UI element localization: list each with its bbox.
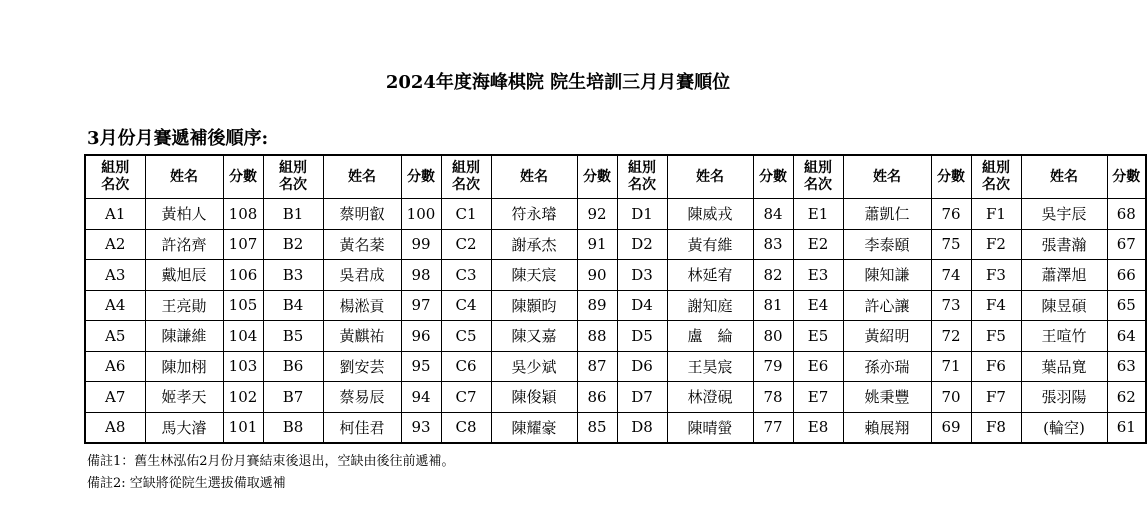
cell-name: 王喧竹: [1021, 321, 1107, 352]
cell-rank: E5: [793, 321, 843, 352]
header-group-label: 組別: [982, 160, 1010, 176]
cell-name: 蔡明叡: [323, 199, 401, 230]
cell-score: 94: [401, 382, 441, 413]
cell-name: 黃有維: [667, 229, 753, 260]
cell-rank: D3: [617, 260, 667, 291]
cell-name: 蔡易辰: [323, 382, 401, 413]
cell-rank: A5: [85, 321, 145, 352]
cell-score: 79: [753, 351, 793, 382]
cell-score: 90: [577, 260, 617, 291]
table-row: [85, 382, 1146, 413]
cell-name: 孫亦瑞: [843, 351, 931, 382]
cell-name: 符永璿: [491, 199, 577, 230]
cell-rank: F7: [971, 382, 1021, 413]
cell-name: 陳顥昀: [491, 290, 577, 321]
cell-rank: A2: [85, 229, 145, 260]
table-row: [85, 260, 1146, 291]
cell-name: 蕭凱仁: [843, 199, 931, 230]
cell-score: 76: [931, 199, 971, 230]
header-name: 姓名: [323, 155, 401, 199]
cell-score: 102: [223, 382, 263, 413]
header-score: 分數: [401, 155, 441, 199]
cell-name: 陳天宸: [491, 260, 577, 291]
header-score: 分數: [931, 155, 971, 199]
header-rank-label: 名次: [628, 177, 656, 193]
cell-rank: B5: [263, 321, 323, 352]
cell-name: 王昊宸: [667, 351, 753, 382]
cell-score: 86: [577, 382, 617, 413]
cell-name: 陳俊穎: [491, 382, 577, 413]
cell-score: 78: [753, 382, 793, 413]
header-group-rank: [971, 155, 1021, 199]
cell-name: 黃麒祐: [323, 321, 401, 352]
cell-rank: B6: [263, 351, 323, 382]
header-rank-label: 名次: [804, 177, 832, 193]
cell-name: 黃名棻: [323, 229, 401, 260]
table-row: [85, 321, 1146, 352]
header-group-label: 組別: [628, 160, 656, 176]
cell-rank: D2: [617, 229, 667, 260]
cell-name: 林延宥: [667, 260, 753, 291]
cell-name: 楊淞貢: [323, 290, 401, 321]
header-group-rank: [617, 155, 667, 199]
cell-name: 黃紹明: [843, 321, 931, 352]
header-score: 分數: [223, 155, 263, 199]
cell-score: 84: [753, 199, 793, 230]
cell-score: 104: [223, 321, 263, 352]
header-rank-label: 名次: [101, 177, 130, 193]
header-name: 姓名: [1021, 155, 1107, 199]
cell-name: 盧 綸: [667, 321, 753, 352]
cell-rank: E4: [793, 290, 843, 321]
cell-name: 馬大濬: [145, 412, 223, 443]
table-row: [85, 351, 1146, 382]
cell-score: 93: [401, 412, 441, 443]
table-header-row: [85, 155, 1146, 199]
cell-name: 許心讓: [843, 290, 931, 321]
cell-rank: D7: [617, 382, 667, 413]
cell-rank: F2: [971, 229, 1021, 260]
cell-name: 陳威戎: [667, 199, 753, 230]
cell-rank: A7: [85, 382, 145, 413]
header-rank-label: 名次: [982, 177, 1010, 193]
cell-rank: C1: [441, 199, 491, 230]
table-body: [85, 199, 1146, 444]
header-name: 姓名: [491, 155, 577, 199]
cell-name: 吳宇辰: [1021, 199, 1107, 230]
header-score: 分數: [1107, 155, 1146, 199]
cell-score: 105: [223, 290, 263, 321]
cell-score: 89: [577, 290, 617, 321]
cell-rank: B1: [263, 199, 323, 230]
cell-score: 108: [223, 199, 263, 230]
cell-name: 葉品寬: [1021, 351, 1107, 382]
cell-name: 林澄硯: [667, 382, 753, 413]
cell-rank: C6: [441, 351, 491, 382]
cell-score: 97: [401, 290, 441, 321]
header-group-label: 組別: [452, 160, 480, 176]
cell-score: 87: [577, 351, 617, 382]
cell-score: 74: [931, 260, 971, 291]
cell-score: 62: [1107, 382, 1146, 413]
cell-name: 劉安芸: [323, 351, 401, 382]
cell-rank: B8: [263, 412, 323, 443]
cell-score: 64: [1107, 321, 1146, 352]
cell-name: (輪空): [1021, 412, 1107, 443]
cell-score: 73: [931, 290, 971, 321]
header-group-label: 組別: [101, 160, 130, 176]
header-group-rank: [441, 155, 491, 199]
header-name: 姓名: [667, 155, 753, 199]
cell-rank: B3: [263, 260, 323, 291]
cell-rank: C7: [441, 382, 491, 413]
cell-name: 吳少斌: [491, 351, 577, 382]
header-score: 分數: [577, 155, 617, 199]
page-title: 2024年度海峰棋院 院生培訓三月月賽順位: [385, 72, 731, 93]
header-score: 分數: [753, 155, 793, 199]
cell-rank: C8: [441, 412, 491, 443]
cell-rank: F3: [971, 260, 1021, 291]
cell-name: 戴旭辰: [145, 260, 223, 291]
cell-name: 王亮勛: [145, 290, 223, 321]
cell-name: 黃柏人: [145, 199, 223, 230]
cell-rank: D4: [617, 290, 667, 321]
cell-name: 許洺齊: [145, 229, 223, 260]
cell-score: 99: [401, 229, 441, 260]
cell-name: 陳昱碩: [1021, 290, 1107, 321]
cell-name: 姬孝天: [145, 382, 223, 413]
ranking-table: [84, 154, 1147, 444]
cell-name: 謝承杰: [491, 229, 577, 260]
cell-name: 陳加栩: [145, 351, 223, 382]
section-subtitle: 3月份月賽遞補後順序:: [87, 128, 269, 149]
cell-score: 65: [1107, 290, 1146, 321]
cell-rank: A8: [85, 412, 145, 443]
table-row: [85, 229, 1146, 260]
cell-rank: C3: [441, 260, 491, 291]
cell-score: 69: [931, 412, 971, 443]
cell-rank: D8: [617, 412, 667, 443]
header-group-rank: [793, 155, 843, 199]
cell-name: 張書瀚: [1021, 229, 1107, 260]
cell-score: 80: [753, 321, 793, 352]
note-1: 備註1：舊生林泓佑2月份月賽結束後退出，空缺由後往前遞補。: [87, 454, 455, 469]
cell-score: 72: [931, 321, 971, 352]
cell-rank: C2: [441, 229, 491, 260]
cell-name: 柯佳君: [323, 412, 401, 443]
cell-rank: B4: [263, 290, 323, 321]
cell-rank: E6: [793, 351, 843, 382]
cell-score: 106: [223, 260, 263, 291]
table-row: [85, 199, 1146, 230]
cell-rank: C5: [441, 321, 491, 352]
cell-rank: F6: [971, 351, 1021, 382]
cell-score: 68: [1107, 199, 1146, 230]
cell-rank: D1: [617, 199, 667, 230]
header-group-label: 組別: [804, 160, 832, 176]
cell-score: 82: [753, 260, 793, 291]
header-name: 姓名: [843, 155, 931, 199]
cell-name: 陳晴螢: [667, 412, 753, 443]
cell-rank: A1: [85, 199, 145, 230]
cell-rank: D5: [617, 321, 667, 352]
note-2: 備註2: 空缺將從院生選拔備取遞補: [87, 476, 286, 491]
cell-score: 83: [753, 229, 793, 260]
cell-score: 67: [1107, 229, 1146, 260]
cell-name: 陳耀豪: [491, 412, 577, 443]
cell-score: 88: [577, 321, 617, 352]
header-rank-label: 名次: [279, 177, 307, 193]
cell-score: 101: [223, 412, 263, 443]
header-rank-label: 名次: [452, 177, 480, 193]
cell-rank: F1: [971, 199, 1021, 230]
cell-score: 103: [223, 351, 263, 382]
table-row: [85, 412, 1146, 443]
header-group-rank: [263, 155, 323, 199]
header-group-rank: [85, 155, 145, 199]
cell-score: 107: [223, 229, 263, 260]
cell-name: 陳又嘉: [491, 321, 577, 352]
cell-name: 陳謙維: [145, 321, 223, 352]
table-row: [85, 290, 1146, 321]
cell-rank: F4: [971, 290, 1021, 321]
cell-score: 70: [931, 382, 971, 413]
cell-score: 95: [401, 351, 441, 382]
cell-score: 71: [931, 351, 971, 382]
cell-name: 蕭澤旭: [1021, 260, 1107, 291]
cell-score: 75: [931, 229, 971, 260]
cell-score: 85: [577, 412, 617, 443]
cell-rank: E2: [793, 229, 843, 260]
cell-name: 吳君成: [323, 260, 401, 291]
cell-score: 81: [753, 290, 793, 321]
cell-score: 92: [577, 199, 617, 230]
cell-rank: C4: [441, 290, 491, 321]
cell-rank: A4: [85, 290, 145, 321]
cell-name: 張羽陽: [1021, 382, 1107, 413]
cell-rank: E8: [793, 412, 843, 443]
cell-score: 96: [401, 321, 441, 352]
cell-rank: A6: [85, 351, 145, 382]
cell-rank: B7: [263, 382, 323, 413]
cell-rank: D6: [617, 351, 667, 382]
cell-rank: F5: [971, 321, 1021, 352]
cell-score: 66: [1107, 260, 1146, 291]
cell-name: 姚秉豐: [843, 382, 931, 413]
cell-score: 77: [753, 412, 793, 443]
cell-name: 陳知謙: [843, 260, 931, 291]
cell-name: 李泰頤: [843, 229, 931, 260]
cell-score: 91: [577, 229, 617, 260]
cell-score: 61: [1107, 412, 1146, 443]
cell-score: 100: [401, 199, 441, 230]
cell-name: 賴展翔: [843, 412, 931, 443]
cell-rank: E3: [793, 260, 843, 291]
cell-score: 98: [401, 260, 441, 291]
cell-rank: E7: [793, 382, 843, 413]
cell-rank: E1: [793, 199, 843, 230]
header-group-label: 組別: [279, 160, 307, 176]
cell-score: 63: [1107, 351, 1146, 382]
cell-rank: F8: [971, 412, 1021, 443]
cell-rank: A3: [85, 260, 145, 291]
cell-rank: B2: [263, 229, 323, 260]
cell-name: 謝知庭: [667, 290, 753, 321]
header-name: 姓名: [145, 155, 223, 199]
